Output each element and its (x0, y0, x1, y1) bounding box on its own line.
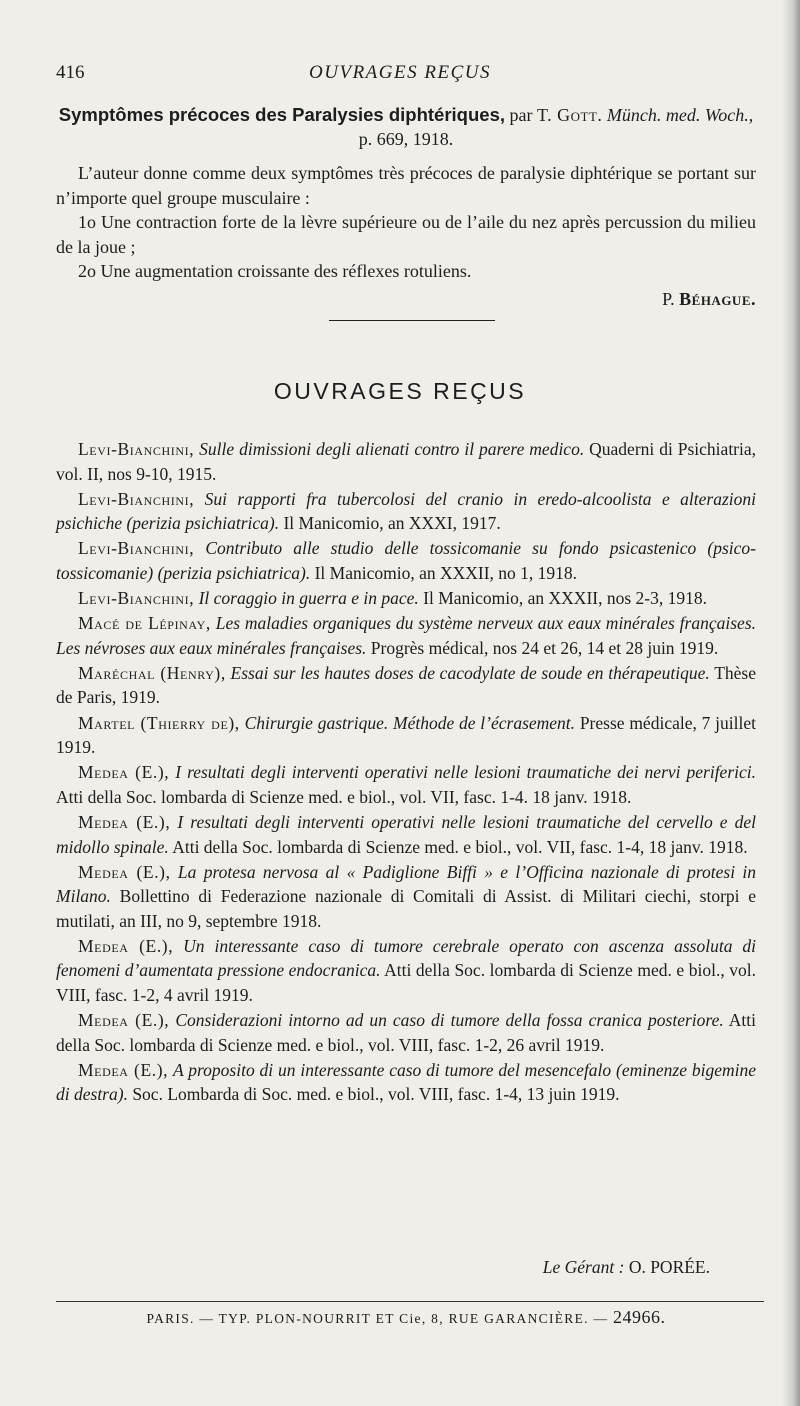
entry-publication: Thèse de Paris, 1919. (56, 662, 756, 708)
gerant-line (543, 1257, 710, 1278)
signature-initial: P. (662, 288, 675, 309)
section-title: OUVRAGES REÇUS (273, 378, 527, 404)
review-item-2: 2o Une augmentation croissante des réflexes rotuliens. (78, 261, 472, 281)
bibliography-entry (56, 611, 756, 660)
bibliography-entry (56, 934, 756, 1008)
entry-title: La protesa nervosa al « Padiglione Biffi » e l’Officina nazionale di protesi in Milano. (56, 861, 756, 907)
review-item-1: 1o Une contraction forte de la lèvre supérieure ou de l’aile du nez après percussion du milieu de la joue ; (56, 212, 756, 257)
page-header (56, 62, 744, 88)
entry-author: Medea (E.), (78, 861, 171, 882)
entry-publication: Il Manicomio, an XXXII, no 1, 1918. (314, 562, 578, 583)
review-byline-prefix: par (509, 105, 533, 125)
entry-publication: Soc. Lombarda di Soc. med. e biol., vol. VIII, fasc. 1-4, 13 juin 1919. (132, 1084, 620, 1105)
entry-author: Macé de Lépinay, (78, 613, 211, 634)
entry-publication: Presse médicale, 7 juillet 1919. (56, 712, 756, 758)
bibliography-entry (56, 586, 756, 611)
bibliography-entry (56, 1008, 756, 1057)
entry-title: Sulle dimissioni degli alienati contro il parere medico. (199, 439, 585, 459)
entry-author: Levi-Bianchini, (78, 588, 195, 609)
review-article (56, 103, 756, 311)
entry-title: Un interessante caso di tumore cerebrale operato con ascenza assoluta di fenomeni d’aumentata pressione endocranica. (56, 935, 757, 981)
entry-author: Maréchal (Henry), (78, 662, 226, 683)
entry-title: Les maladies organiques du système nerveux aux eaux minérales françaises. Les névroses aux eaux minérales françaises. (56, 613, 757, 658)
entry-author: Medea (E.), (78, 1059, 169, 1080)
footer-rule (56, 1301, 764, 1302)
review-pages: , p. 669, 1918. (358, 105, 754, 149)
entry-author: Medea (E.), (78, 811, 171, 832)
review-journal: Münch. med. Woch. (606, 105, 749, 125)
job-number: 24966. (612, 1307, 666, 1327)
entry-author: Medea (E.), (78, 935, 174, 956)
entry-title: A proposito di un interessante caso di tumore del mesencefalo (eminenze bigemine di destra). (56, 1059, 756, 1105)
review-paragraph: L’auteur donne comme deux symptômes très précoces de paralysie diphtérique se portant sur n’importe quel groupe musculaire : (56, 163, 756, 208)
entry-title: Il coraggio in guerra e in pace. (198, 588, 419, 609)
page-edge-shadow (782, 0, 800, 1406)
entry-title: Essai sur les hautes doses de cacodylate de soude en thérapeutique. (230, 662, 710, 683)
entry-publication: Atti della Soc. lombarda di Scienze med. e biol., vol. VII, fasc. 1-4, 18 janv. 1918. (172, 836, 748, 857)
entry-title: I resultati degli interventi operativi nelle lesioni traumatiche del cervello e del midollo spinale. (56, 811, 757, 857)
entry-title: I resultati degli interventi operativi nelle lesioni traumatiche dei nervi periferici. (175, 762, 757, 783)
bibliography-entry (56, 661, 756, 710)
entry-title: Sui rapporti fra tubercolosi del cranio in eredo-alcoolista e alterazioni psichiche (perizia psichiatrica). (56, 488, 756, 534)
page-number: 416 (56, 62, 85, 83)
bibliography-entry (56, 760, 756, 809)
review-title (56, 103, 756, 151)
bibliography-list (56, 437, 756, 1108)
entry-author: Martel (Thierry de), (78, 712, 240, 733)
entry-publication: Atti della Soc. lombarda di Scienze med. e biol., vol. VIII, fasc. 1-2, 26 avril 1919. (56, 1010, 757, 1055)
entry-publication: Il Manicomio, an XXXI, 1917. (283, 513, 501, 534)
entry-publication: Bollettino di Federazione nazionale di Comitali di Assist. di Militari ciechi, storpi e mutilati, an III, no 9, septembre 1918. (56, 886, 757, 931)
entry-publication: Progrès médical, nos 24 et 26, 14 et 28 juin 1919. (370, 637, 719, 658)
bibliography-entry (56, 487, 756, 536)
bibliography-entry (56, 711, 756, 760)
entry-author: Levi-Bianchini, (78, 439, 195, 459)
bibliography-entry (56, 536, 756, 585)
bibliography-entry (56, 810, 756, 859)
review-signature (56, 287, 756, 312)
section-divider (329, 320, 495, 321)
printer-imprint (56, 1307, 756, 1328)
entry-title: Considerazioni intorno ad un caso di tumore della fossa cranica posteriore. (175, 1010, 724, 1031)
entry-publication: Il Manicomio, an XXXII, nos 2-3, 1918. (423, 588, 707, 609)
review-title-text: Symptômes précoces des Paralysies diphtériques, (58, 104, 505, 125)
entry-publication: Quaderni di Psichiatria, vol. II, nos 9-10, 1915. (56, 439, 757, 484)
entry-publication: Atti della Soc. lombarda di Scienze med. e biol., vol. VII, fasc. 1-4. 18 janv. 1918. (56, 786, 632, 807)
signature-name: Béhague. (679, 288, 756, 309)
running-title: OUVRAGES REÇUS (309, 62, 491, 83)
entry-author: Medea (E.), (78, 1010, 170, 1031)
gerant-name: O. PORÉE. (628, 1257, 710, 1277)
imprint-text: PARIS. — TYP. PLON-NOURRIT ET Cie, 8, RUE GARANCIÈRE. — (146, 1311, 609, 1326)
entry-author: Levi-Bianchini, (78, 538, 195, 559)
entry-author: Medea (E.), (78, 762, 170, 783)
entry-title: Chirurgie gastrique. Méthode de l’écrasement. (244, 712, 576, 733)
gerant-label: Le Gérant : (542, 1257, 625, 1277)
review-author: T. Gott. (536, 105, 603, 125)
entry-author: Levi-Bianchini, (78, 488, 195, 509)
bibliography-entry (56, 860, 756, 934)
bibliography-entry (56, 437, 756, 486)
entry-publication: Atti della Soc. lombarda di Scienze med. e biol., vol. VIII, fasc. 1-2, 4 avril 1919. (56, 960, 756, 1006)
bibliography-entry (56, 1058, 756, 1107)
entry-title: Contributo alle studio delle tossicomanie su fondo psicastenico (psico-tossicomanie) (perizia psichiatrica). (56, 538, 757, 583)
